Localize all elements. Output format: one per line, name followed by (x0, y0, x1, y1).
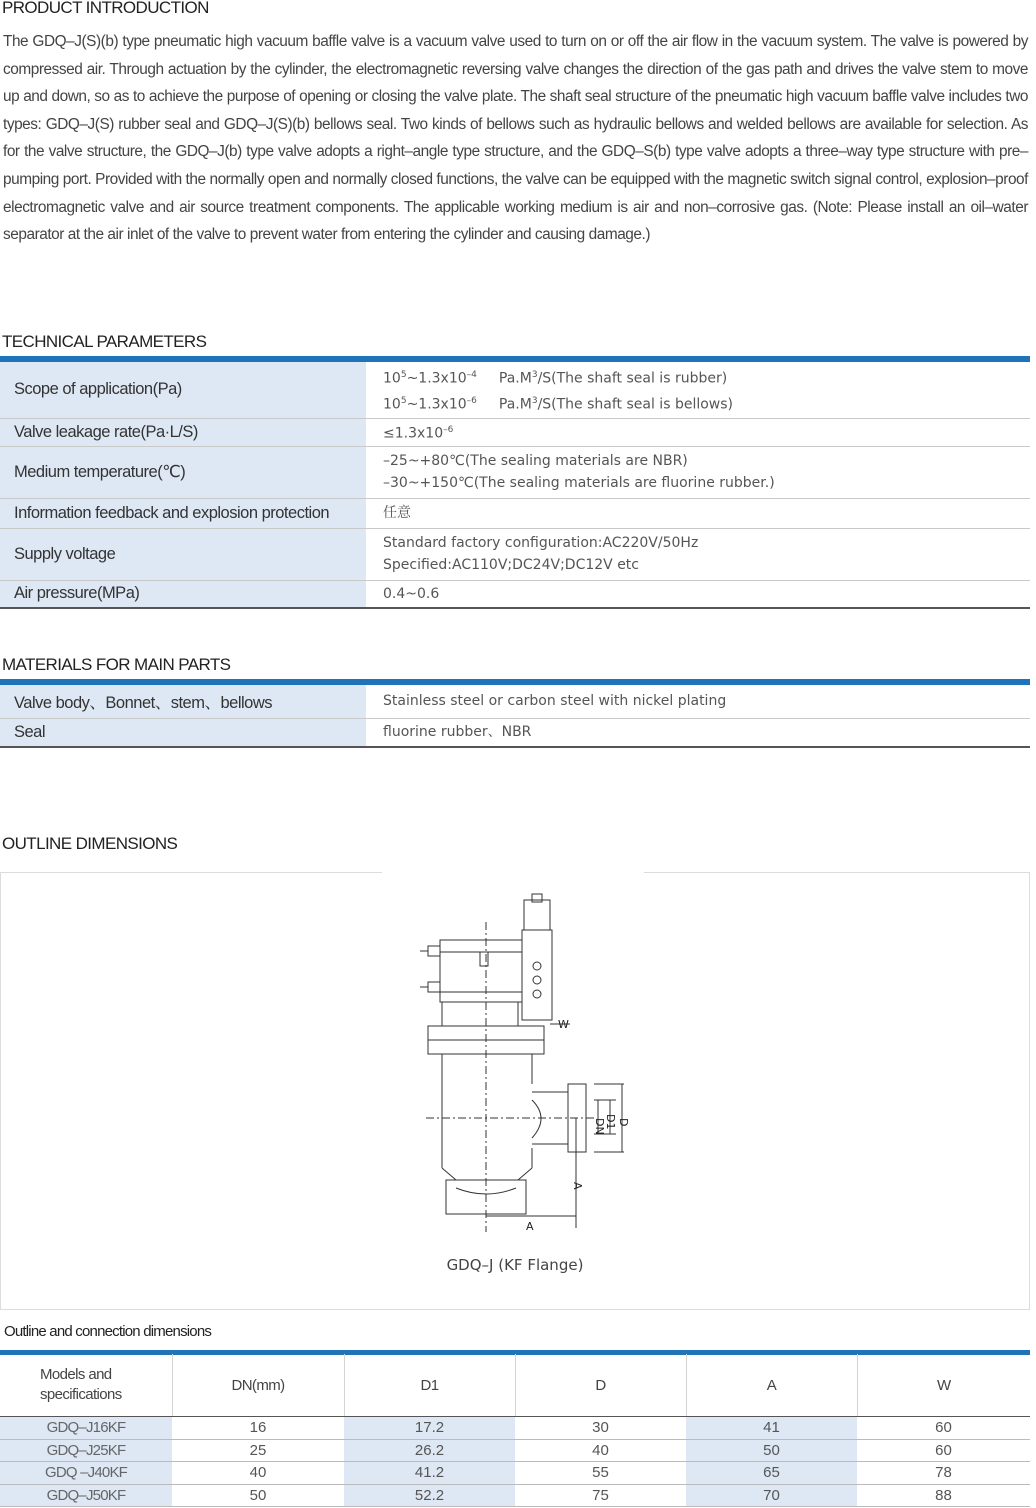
param-label: Scope of application(Pa) (0, 362, 367, 418)
table-row (0, 1439, 1030, 1462)
param-row-scope (0, 362, 1030, 418)
param-value: Standard factory configuration:AC220V/50Hz Specified:AC110V;DC24V;DC12V etc (367, 528, 1031, 580)
cell-d1: 26.2 (344, 1439, 515, 1462)
dimension-label-a-horizontal: A (526, 1220, 534, 1233)
cell-d1: 52.2 (344, 1484, 515, 1507)
cell-w: 60 (857, 1439, 1030, 1462)
param-row-info-feedback (0, 498, 1030, 528)
param-value: 0.4~0.6 (367, 580, 1031, 608)
param-value: 任意 (367, 498, 1031, 528)
dimension-label-w: W (558, 1018, 569, 1031)
cell-d: 75 (515, 1484, 686, 1507)
cell-a: 50 (686, 1439, 857, 1462)
material-label: Valve body、Bonnet、stem、bellows (0, 685, 367, 718)
section-title-materials: MATERIALS FOR MAIN PARTS (2, 655, 231, 674)
param-row-voltage (0, 528, 1030, 580)
param-value: $\le 1.3x10^{-6}$ (367, 418, 1031, 446)
cell-model: GDQ–J25KF (0, 1439, 172, 1462)
cell-w: 88 (857, 1484, 1030, 1507)
cell-model: GDQ–J50KF (0, 1484, 172, 1507)
material-value: Stainless steel or carbon steel with nickel plating (367, 685, 1031, 718)
col-header-d: D (515, 1354, 686, 1417)
material-row (0, 718, 1030, 747)
table-row (0, 1484, 1030, 1507)
material-value: fluorine rubber、NBR (367, 718, 1031, 747)
param-label: Medium temperature(℃) (0, 446, 367, 498)
param-label: Supply voltage (0, 528, 367, 580)
section-title-outline-dimensions: OUTLINE DIMENSIONS (2, 834, 178, 853)
param-label: Information feedback and explosion protection (0, 498, 367, 528)
cell-d: 55 (515, 1462, 686, 1485)
cell-w: 78 (857, 1462, 1030, 1485)
section-title-technical-parameters: TECHNICAL PARAMETERS (2, 332, 207, 351)
dimensions-table (0, 1354, 1030, 1507)
col-header-dn: DN(mm) (172, 1354, 344, 1417)
param-label: Air pressure(MPa) (0, 580, 367, 608)
cell-model: GDQ –J40KF (0, 1462, 172, 1485)
cell-d: 30 (515, 1417, 686, 1440)
dimension-label-dn: DN (593, 1118, 606, 1135)
material-row (0, 685, 1030, 718)
valve-drawing-svg (382, 848, 644, 1244)
materials-table (0, 685, 1030, 748)
param-row-leakage (0, 418, 1030, 446)
col-header-w: W (857, 1354, 1030, 1417)
col-header-a: A (686, 1354, 857, 1417)
table-row (0, 1462, 1030, 1485)
valve-outline-drawing (382, 848, 644, 1244)
param-row-air-pressure (0, 580, 1030, 608)
drawing-caption: GDQ–J (KF Flange) (446, 1256, 584, 1274)
dimension-label-d: D (617, 1118, 630, 1127)
dimension-label-d1: D1 (604, 1114, 617, 1130)
cell-a: 70 (686, 1484, 857, 1507)
dims-header-row (0, 1354, 1030, 1417)
cell-a: 41 (686, 1417, 857, 1440)
col-header-model: Models and specifications (0, 1354, 172, 1417)
cell-dn: 16 (172, 1417, 344, 1440)
dimension-label-a-vertical: A (571, 1182, 584, 1190)
intro-paragraph: The GDQ–J(S)(b) type pneumatic high vacuum baffle valve is a vacuum valve used to turn on or off the air flow in the vacuum system. The valve is powered by compressed air. Through actuation by the cylinder, the electromagnetic reversing valve changes the direction of the gas path and drives the valve stem to move up and down, so as to achieve the purpose of opening or closing the valve plate. The shaft seal structure of the pneumatic high vacuum baffle valve includes two types: GDQ–J(S) rubber seal and GDQ–J(S)(b) bellows seal. Two kinds of bellows such as hydraulic bellows and welded bellows are available for selection. As for the valve structure, the GDQ–J(b) type valve adopts a right–angle type structure, and the GDQ–S(b) type valve adopts a three–way type structure with pre–pumping port. Provided with the normally open and normally closed functions, the valve can be equipped with the magnetic switch signal control, explosion–proof electromagnetic valve and air source treatment components. The applicable working medium is air and non–corrosive gas. (Note: Please install an oil–water separator at the air inlet of the valve to prevent water from entering the cylinder and causing damage.) (3, 33, 1028, 244)
table-row (0, 1417, 1030, 1440)
cell-d: 40 (515, 1439, 686, 1462)
cell-a: 65 (686, 1462, 857, 1485)
dims-subtitle: Outline and connection dimensions (4, 1323, 212, 1340)
section-title-product-introduction: PRODUCT INTRODUCTION (2, 0, 209, 17)
cell-dn: 25 (172, 1439, 344, 1462)
col-header-d1: D1 (344, 1354, 515, 1417)
param-value: $10^5\sim 1.3x10^{-4}$ $Pa.M^3/S(The$ shaft seal is rubber) $10^5\sim 1.3x10^{-6}$ $Pa.M^3/S(The$ shaft seal is bellows) (367, 362, 1031, 418)
material-label: Seal (0, 718, 367, 747)
cell-dn: 50 (172, 1484, 344, 1507)
cell-w: 60 (857, 1417, 1030, 1440)
param-row-temperature (0, 446, 1030, 498)
technical-parameters-table (0, 362, 1030, 609)
cell-d1: 17.2 (344, 1417, 515, 1440)
param-value: –25~+80℃(The sealing materials are NBR) –30~+150℃(The sealing materials are fluorine rubber.) (367, 446, 1031, 498)
cell-dn: 40 (172, 1462, 344, 1485)
cell-d1: 41.2 (344, 1462, 515, 1485)
param-label: Valve leakage rate(Pa·L/S) (0, 418, 367, 446)
cell-model: GDQ–J16KF (0, 1417, 172, 1440)
